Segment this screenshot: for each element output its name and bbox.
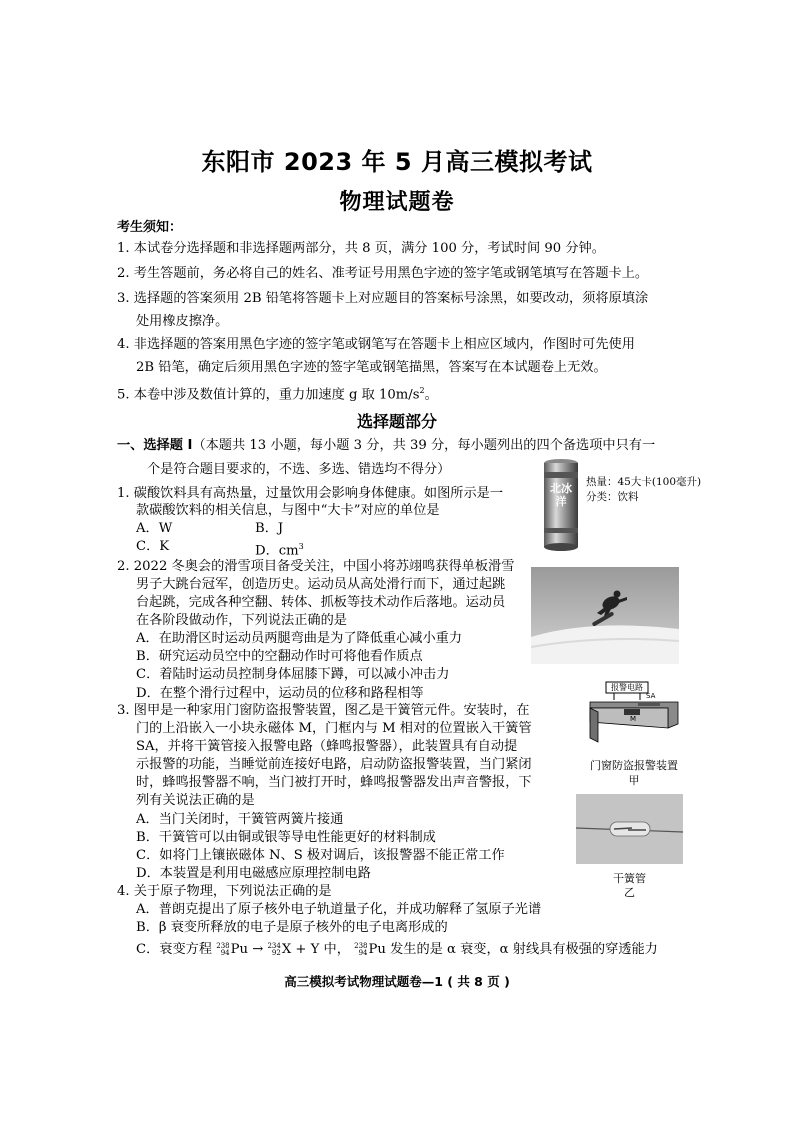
q1-stem-2: 款碳酸饮料的相关信息，与图中“大卡”对应的单位是 [136,503,440,518]
q4-option-a: A．普朗克提出了原子核外电子轨道量子化，并成功解释了氢原子光谱 [136,902,542,917]
section-intro-text: （本题共 13 小题，每小题 3 分，共 39 分，每小题列出的四个备选项中只有一 [192,438,656,453]
section-intro [117,436,655,456]
q2-option-d: D．在整个滑行过程中，运动员的位移和路程相等 [136,686,424,701]
q3-option-a: A．当门关闭时，干簧管两簧片接通 [136,812,344,827]
notice-item-4: 4. 非选择题的答案用黑色字迹的签字笔或钢笔写在答题卡上相应区域内，作图时可先使用 [117,337,635,352]
pu-atomic-number: 94 [220,948,230,957]
x-symbol: X + Y 中， [281,942,350,957]
notice-item-2: 2. 考生答题前，务必将自己的姓名、准考证号用黑色字迹的签字笔或钢笔填写在答题卡上。 [117,266,649,281]
x-nuclide-prefix [267,943,280,957]
q1-option-c: C．K [136,539,170,554]
page-footer: 高三模拟考试物理试题卷—1 ( 共 8 页 ) [284,974,510,989]
page-subtitle: 物理试题卷 [339,190,455,215]
soda-can-image [541,458,581,552]
q2-option-c: C．着陆时运动员控制身体屈膝下蹲，可以减小冲击力 [136,667,450,682]
pu-mass-number: 238 [216,941,230,950]
q2-stem-4: 在各阶段做动作，下列说法正确的是 [136,613,347,628]
q4-option-b: B．β 衰变所释放的电子是原子核外的电子电离形成的 [136,920,448,935]
q3-option-b: B．干簧管可以由铜或银等导电性能更好的材料制成 [136,830,436,845]
fig1-sub: 甲 [628,774,640,787]
q3-stem-4: 示报警的功能，当睡觉前连接好电路，启动防盗报警装置，当门紧闭 [136,757,532,772]
fig1-sa-label: SA [646,692,656,700]
section-intro-cont: 个是符合题目要求的，不选、多选、错选均不得分） [147,462,451,477]
q1-option-a: A．W [136,521,173,536]
can-brand: 北冰洋 [550,482,572,508]
can-info-1: 热量：45大卡(100毫升) [586,476,702,488]
can-info-2: 分类：饮料 [586,491,639,503]
q2-option-b: B．研究运动员空中的空翻动作时可将他看作质点 [136,649,423,664]
q1-option-d-text: D．cm [255,543,299,559]
q4-option-c-tail: Pu 发生的是 α 衰变，α 射线具有极强的穿透能力 [368,942,658,957]
unit-superscript: 2 [419,386,425,395]
fig2-caption: 干簧管 [613,872,646,885]
notice-heading: 考生须知： [117,220,183,235]
fig1-caption: 门窗防盗报警装置 [590,759,678,772]
q3-stem-3: SA，并将干簧管接入报警电路（蜂鸣报警器），此装置具有自动提 [136,739,518,754]
q1-option-d-sup: 3 [298,542,304,551]
notice-item-5-text: 5. 本卷中涉及数值计算的，重力加速度 g 取 10m/s [117,387,420,403]
notice-item-3: 3. 选择题的答案须用 2B 铅笔将答题卡上对应题目的答案标号涂黑，如要改动，须将原填涂 [117,291,649,306]
pu-atomic-number-2: 94 [358,948,368,957]
snowboarder-photo [531,567,679,664]
pu-mass-number-2: 238 [354,941,368,950]
q4-option-c-lead: C．衰变方程 [136,942,213,957]
notice-item-5-end: 。 [424,387,438,403]
notice-item-5 [117,381,438,405]
q2-stem-1: 2. 2022 冬奥会的滑雪项目备受关注，中国小将苏翊鸣获得单板滑雪 [117,559,515,574]
q3-stem-5: 时，蜂鸣报警器不响，当门被打开时，蜂鸣报警器发出声音警报，下 [136,775,532,790]
q3-option-c: C．如将门上镶嵌磁体 N、S 极对调后，该报警器不能正常工作 [136,848,505,863]
notice-item-3-cont: 处用橡皮擦净。 [136,314,229,329]
pu-nuclide-prefix [216,943,229,957]
q1-stem-1: 1. 碳酸饮料具有高热量，过量饮用会影响身体健康。如图所示是一 [117,486,504,501]
q4-stem: 4. 关于原子物理，下列说法正确的是 [117,884,332,899]
x-mass-number: 234 [267,941,281,950]
q3-stem-1: 3. 图甲是一种家用门窗防盗报警装置，图乙是干簧管元件。安装时，在 [117,703,530,718]
door-alarm-figure [584,678,684,748]
x-atomic-number: 92 [271,948,281,957]
fig1-circuit-label: 报警电路 [611,683,643,692]
q3-stem-6: 列有关说法正确的是 [136,793,255,808]
q1-option-b: B．J [255,521,284,536]
fig2-sub: 乙 [624,886,635,899]
section-intro-lead: 一、选择题 I [117,438,193,453]
q3-option-d: D．本装置是利用电磁感应原理控制电路 [136,866,371,881]
reed-switch-photo [576,794,683,864]
q3-stem-2: 门的上沿嵌入一小块永磁体 M，门框内与 M 相对的位置嵌入干簧管 [136,721,532,736]
pu-symbol: Pu [230,942,248,957]
q2-option-a: A．在助滑区时运动员两腿弯曲是为了降低重心减小重力 [136,631,463,646]
notice-item-4-cont: 2B 铅笔，确定后须用黑色字迹的签字笔或钢笔描黑，答案写在本试题卷上无效。 [136,360,607,375]
q2-stem-3: 台起跳，完成各种空翻、转体、抓板等技术动作后落地。运动员 [136,595,506,610]
page-title: 东阳市 2023 年 5 月高三模拟考试 [201,148,593,176]
section-title: 选择题部分 [356,412,437,431]
fig1-m-label: M [630,715,637,723]
decay-arrow: → [252,942,264,957]
q2-stem-2: 男子大跳台冠军，创造历史。运动员从高处滑行而下，通过起跳 [136,577,506,592]
q4-option-c [136,940,658,960]
notice-item-1: 1. 本试卷分选择题和非选择题两部分，共 8 页，满分 100 分，考试时间 90 分钟。 [117,241,605,256]
pu-nuclide-prefix-2 [354,943,367,957]
